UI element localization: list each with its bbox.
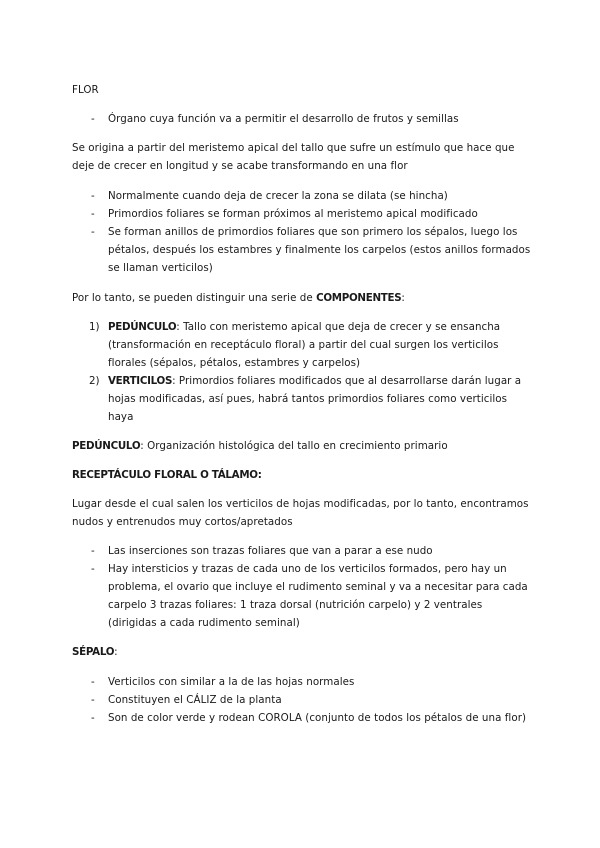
list-item-continuation: problema, el ovario que incluye el rudimento seminal y va a necesitar para cada: [108, 581, 528, 593]
bullet-dash: -: [91, 694, 95, 706]
bullet-dash: -: [91, 113, 95, 125]
bullet-dash: -: [91, 712, 95, 724]
list-number: 2): [89, 375, 100, 387]
numbered-item-continuation: (transformación en receptáculo floral) a partir del cual surgen los verticilos: [108, 339, 499, 351]
list-item-continuation: pétalos, después los estambres y finalmente los carpelos (estos anillos formados: [108, 244, 531, 256]
list-item: Primordios foliares se forman próximos al meristemo apical modificado: [108, 208, 478, 220]
page-title: FLOR: [72, 84, 99, 96]
paragraph-line: nudos y entrenudos muy cortos/apretados: [72, 516, 293, 528]
paragraph-line: Se origina a partir del meristemo apical del tallo que sufre un estímulo que hace que: [72, 142, 515, 154]
components-intro: Por lo tanto, se pueden distinguir una serie de COMPONENTES:: [72, 292, 405, 304]
list-item-continuation: (dirigidas a cada rudimento seminal): [108, 617, 300, 629]
section-heading-sepalo: SÉPALO:: [72, 646, 118, 658]
peduncle-definition: PEDÚNCULO: Organización histológica del tallo en crecimiento primario: [72, 440, 448, 452]
list-item: Se forman anillos de primordios foliares que son primero los sépalos, luego los: [108, 226, 518, 238]
bullet-dash: -: [91, 208, 95, 220]
numbered-item: PEDÚNCULO: Tallo con meristemo apical que deja de crecer y se ensancha: [108, 321, 501, 333]
numbered-item-continuation: florales (sépalos, pétalos, estambres y carpelos): [108, 357, 361, 369]
list-item: Las inserciones son trazas foliares que van a parar a ese nudo: [108, 545, 433, 557]
numbered-item: VERTICILOS: Primordios foliares modificados que al desarrollarse darán lugar a: [108, 375, 522, 387]
bullet-dash: -: [91, 563, 95, 575]
list-item: Normalmente cuando deja de crecer la zona se dilata (se hincha): [108, 190, 448, 202]
paragraph-line: Lugar desde el cual salen los verticilos de hojas modificadas, por lo tanto, encontramos: [72, 498, 529, 510]
paragraph-line: deje de crecer en longitud y se acabe transformando en una flor: [72, 160, 408, 172]
numbered-item-continuation: hojas modificadas, así pues, habrá tantos primordios foliares como verticilos: [108, 393, 508, 405]
bullet-dash: -: [91, 676, 95, 688]
list-number: 1): [89, 321, 100, 333]
list-item: Son de color verde y rodean COROLA (conjunto de todos los pétalos de una flor): [108, 712, 527, 724]
list-item-continuation: carpelo 3 trazas foliares: 1 traza dorsal (nutrición carpelo) y 2 ventrales: [108, 599, 483, 611]
bullet-dash: -: [91, 226, 95, 238]
bullet-dash: -: [91, 190, 95, 202]
section-heading-receptaculo: RECEPTÁCULO FLORAL O TÁLAMO:: [72, 469, 262, 481]
list-item: Constituyen el CÁLIZ de la planta: [108, 694, 282, 706]
list-item-continuation: se llaman verticilos): [108, 262, 213, 274]
list-item: Verticilos con similar a la de las hojas normales: [108, 676, 355, 688]
numbered-item-continuation: haya: [108, 411, 134, 423]
list-item: Hay intersticios y trazas de cada uno de los verticilos formados, pero hay un: [108, 563, 507, 575]
definition-text: Órgano cuya función va a permitir el desarrollo de frutos y semillas: [108, 113, 459, 125]
bullet-dash: -: [91, 545, 95, 557]
